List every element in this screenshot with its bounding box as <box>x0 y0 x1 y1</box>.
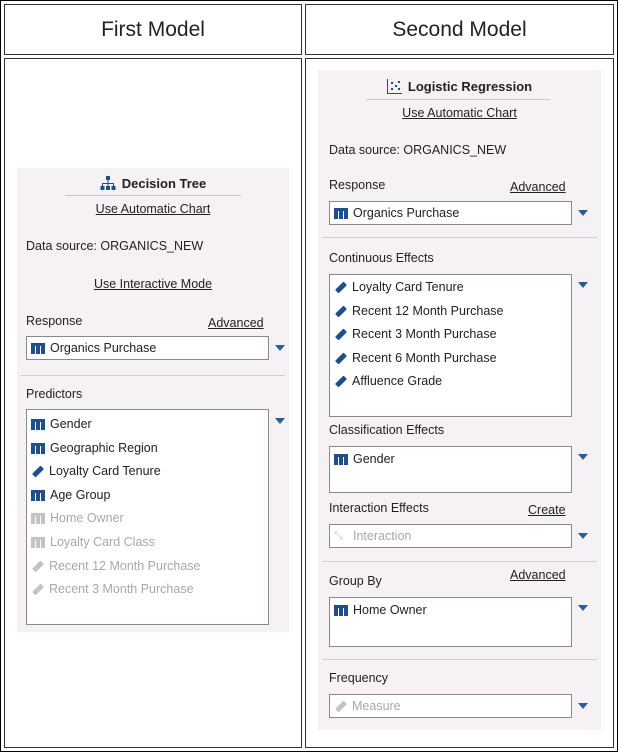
response-dropdown-icon[interactable] <box>275 345 285 351</box>
predictor-item-geographic-region[interactable] <box>31 438 158 458</box>
interaction-placeholder-text: Interaction <box>353 529 412 543</box>
predictor-label: Age Group <box>50 488 111 502</box>
response-advanced-link[interactable]: Advanced <box>510 180 566 194</box>
frequency-label: Frequency <box>329 671 389 685</box>
predictor-label: Loyalty Card Class <box>50 535 155 549</box>
predictor-item-recent-12-month-purchase[interactable] <box>31 556 200 576</box>
classification-item-label: Gender <box>353 452 395 466</box>
title-divider <box>65 195 241 196</box>
category-icon <box>334 454 348 465</box>
second-model-header <box>305 4 614 55</box>
logistic-regression-panel <box>318 70 601 730</box>
frequency-field[interactable] <box>329 694 572 718</box>
continuous-effects-list[interactable] <box>329 274 572 417</box>
continuous-item-label: Recent 12 Month Purchase <box>352 304 504 318</box>
section-divider <box>322 561 597 562</box>
panel-title <box>17 174 289 192</box>
data-source-label: Data source: ORGANICS_NEW <box>329 143 507 157</box>
frequency-dropdown-icon[interactable] <box>578 703 588 709</box>
category-icon <box>31 419 45 430</box>
response-value: Organics Purchase <box>50 341 157 355</box>
classification-dropdown-icon[interactable] <box>578 454 588 460</box>
predictor-item-gender[interactable] <box>31 414 92 434</box>
continuous-item-label: Recent 6 Month Purchase <box>352 351 497 365</box>
regression-icon <box>387 79 402 94</box>
title-divider <box>366 99 550 100</box>
continuous-dropdown-icon[interactable] <box>578 282 588 288</box>
panel-title <box>318 77 601 95</box>
classification-item-gender[interactable] <box>334 449 395 469</box>
section-divider <box>322 659 597 660</box>
continuous-item-recent-3-month-purchase[interactable] <box>334 324 497 344</box>
predictor-label: Recent 3 Month Purchase <box>49 582 194 596</box>
panel-title-text: Decision Tree <box>121 175 207 191</box>
interaction-effects-label: Interaction Effects <box>329 501 429 515</box>
group-by-item-home-owner[interactable] <box>334 600 427 620</box>
interaction-field[interactable] <box>329 524 572 548</box>
measure-icon <box>31 560 44 573</box>
category-icon <box>31 490 45 501</box>
continuous-item-recent-12-month-purchase[interactable] <box>334 301 503 321</box>
continuous-item-loyalty-card-tenure[interactable] <box>334 277 464 297</box>
response-item <box>334 203 459 223</box>
continuous-item-affluence-grade[interactable] <box>334 371 442 391</box>
continuous-item-recent-6-month-purchase[interactable] <box>334 348 497 368</box>
measure-icon <box>31 465 44 478</box>
measure-icon <box>334 352 347 365</box>
predictor-label: Gender <box>50 417 92 431</box>
use-automatic-chart-link[interactable]: Use Automatic Chart <box>95 202 211 216</box>
group-by-label: Group By <box>329 574 382 588</box>
predictor-item-loyalty-card-class[interactable] <box>31 532 155 552</box>
second-model-title: Second Model <box>392 17 527 41</box>
interaction-placeholder <box>334 526 411 546</box>
section-divider <box>21 375 285 376</box>
measure-icon <box>334 700 347 713</box>
category-icon <box>31 537 45 548</box>
predictor-item-recent-3-month-purchase[interactable] <box>31 579 194 599</box>
first-model-header <box>4 4 302 55</box>
classification-effects-list[interactable] <box>329 446 572 493</box>
use-interactive-mode-link[interactable]: Use Interactive Mode <box>93 277 213 291</box>
predictor-label: Recent 12 Month Purchase <box>49 559 201 573</box>
group-by-list[interactable] <box>329 597 572 647</box>
measure-icon <box>334 305 347 318</box>
response-label: Response <box>26 314 83 328</box>
section-divider <box>322 237 597 238</box>
data-source-label: Data source: ORGANICS_NEW <box>26 239 204 253</box>
frequency-placeholder-text: Measure <box>352 699 401 713</box>
continuous-item-label: Affluence Grade <box>352 374 443 388</box>
measure-icon <box>334 328 347 341</box>
response-value: Organics Purchase <box>353 206 460 220</box>
group-by-advanced-link[interactable]: Advanced <box>510 568 566 582</box>
data-source-value: ORGANICS_NEW <box>100 239 204 253</box>
category-icon <box>31 343 45 354</box>
response-field[interactable] <box>329 201 572 225</box>
response-field[interactable] <box>26 336 269 360</box>
predictors-dropdown-icon[interactable] <box>275 418 285 424</box>
category-icon <box>334 208 348 219</box>
continuous-item-label: Loyalty Card Tenure <box>352 280 464 294</box>
response-dropdown-icon[interactable] <box>578 210 588 216</box>
predictor-label: Geographic Region <box>50 441 158 455</box>
predictor-item-age-group[interactable] <box>31 485 110 505</box>
continuous-effects-label: Continuous Effects <box>329 251 434 265</box>
interaction-dropdown-icon[interactable] <box>578 533 588 539</box>
decision-tree-panel <box>17 168 289 632</box>
create-interaction-link[interactable]: Create <box>528 503 566 517</box>
use-automatic-chart-link[interactable]: Use Automatic Chart <box>402 106 517 120</box>
predictors-list[interactable] <box>26 409 269 625</box>
classification-effects-label: Classification Effects <box>329 423 445 437</box>
predictor-label: Home Owner <box>50 511 124 525</box>
group-by-dropdown-icon[interactable] <box>578 605 588 611</box>
category-icon <box>31 443 45 454</box>
predictor-label: Loyalty Card Tenure <box>49 464 161 478</box>
measure-icon <box>334 375 347 388</box>
frequency-placeholder <box>334 696 401 716</box>
measure-icon <box>31 583 44 596</box>
response-item <box>31 338 156 358</box>
predictor-item-loyalty-card-tenure[interactable] <box>31 461 161 481</box>
interaction-icon: ⤡ <box>334 530 343 542</box>
category-icon <box>31 513 45 524</box>
response-label: Response <box>329 178 386 192</box>
continuous-item-label: Recent 3 Month Purchase <box>352 327 497 341</box>
first-model-title: First Model <box>101 17 205 41</box>
group-by-item-label: Home Owner <box>353 603 427 617</box>
data-source-value: ORGANICS_NEW <box>403 143 507 157</box>
predictors-label: Predictors <box>26 387 83 401</box>
predictor-item-home-owner[interactable] <box>31 508 124 528</box>
decision-tree-icon <box>100 176 116 191</box>
category-icon <box>334 605 348 616</box>
measure-icon <box>334 281 347 294</box>
response-advanced-link[interactable]: Advanced <box>208 316 264 330</box>
panel-title-text: Logistic Regression <box>407 78 533 94</box>
